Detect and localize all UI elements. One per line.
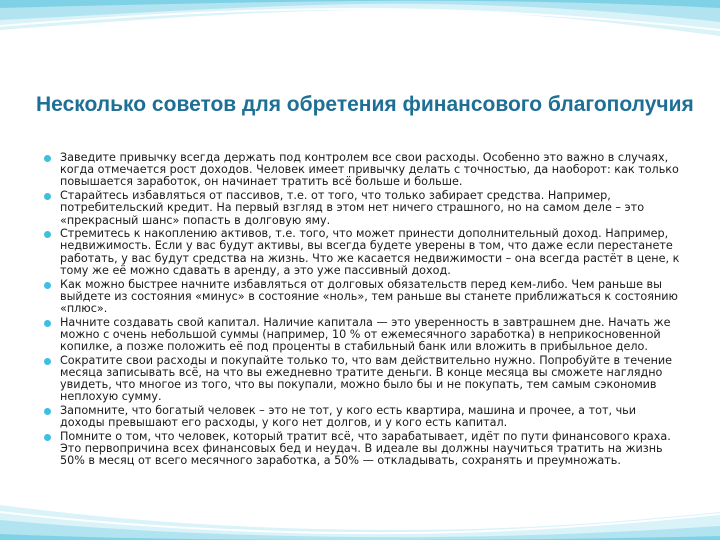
tip-text: Помните о том, что человек, который тратит всё, что зарабатывает, идёт по пути финансового краха. Это первопричина всех финансовых бед и неудач. В идеале вы должны научиться тратить на жизнь 50% в месяц от всего месячного заработка, а 50% — откладывать, сохранять и преумножать. — [60, 429, 671, 468]
tip-text: Запомните, что богатый человек – это не тот, у кого есть квартира, машина и прочее, а тот, чьи доходы превышают его расходы, у кого нет долгов, и у кого есть капитал. — [60, 404, 637, 430]
bullet-icon — [44, 434, 51, 441]
bullet-icon — [44, 231, 51, 238]
bullet-icon — [44, 155, 51, 162]
list-item — [44, 152, 684, 189]
tip-text: Начните создавать свой капитал. Наличие капитала — это уверенность в завтрашнем дне. Начать же можно с очень небольшой суммы (например, 10 % от ежемесячного заработка) в неприкосновенной копилке, а позже положить её под проценты в стабильный банк или вложить в прибыльное дело. — [60, 315, 671, 354]
bullet-icon — [44, 358, 51, 365]
bullet-icon — [44, 282, 51, 289]
list-item — [44, 431, 684, 468]
slide-title: Несколько советов для обретения финансового благополучия — [36, 93, 694, 116]
bullet-icon — [44, 408, 51, 415]
list-item — [44, 405, 684, 429]
bullet-icon — [44, 320, 51, 327]
list-item — [44, 317, 684, 354]
list-item — [44, 190, 684, 227]
tips-list — [44, 152, 684, 469]
tip-text: Сократите свои расходы и покупайте только то, что вам действительно нужно. Попробуйте в течение месяца записывать всё, на что вы ежедневно тратите деньги. В конце месяца вы сможете наглядно увидеть, что многое из того, что вы покупали, можно было бы и не покупать, тем самым сэкономив неплохую сумму. — [60, 353, 673, 404]
list-item — [44, 355, 684, 404]
bullet-icon — [44, 193, 51, 200]
tip-text: Стремитесь к накоплению активов, т.е. того, что может принести дополнительный доход. Например, недвижимость. Если у вас будут активы, вы всегда будете уверены в том, что даже если перестанете работать, у вас будут средства на жизнь. Что же касается недвижимости – она всегда растёт в цене, к тому же её можно сдавать в аренду, а это уже пассивный доход. — [60, 227, 680, 277]
tip-text: Старайтесь избавляться от пассивов, т.е. от того, что только забирает средства. Например, потребительский кредит. На первый взгляд в этом нет ничего страшного, но на самом деле – это «прекрасный шанс» попасть в долговую яму. — [60, 189, 645, 227]
tip-text: Заведите привычку всегда держать под контролем все свои расходы. Особенно это важно в случаях, когда отмечается рост доходов. Человек имеет привычку делать с точностью, да наоборот: как только повышается заработок, он начинает тратить всё больше и больше. — [60, 151, 679, 189]
list-item — [44, 279, 684, 316]
tip-text: Как можно быстрее начните избавляться от долговых обязательств перед кем-либо. Чем раньше вы выйдете из состояния «минус» в состояние «ноль», тем раньше вы станете приближаться к состоянию «плюс». — [60, 277, 678, 315]
list-item — [44, 228, 684, 277]
